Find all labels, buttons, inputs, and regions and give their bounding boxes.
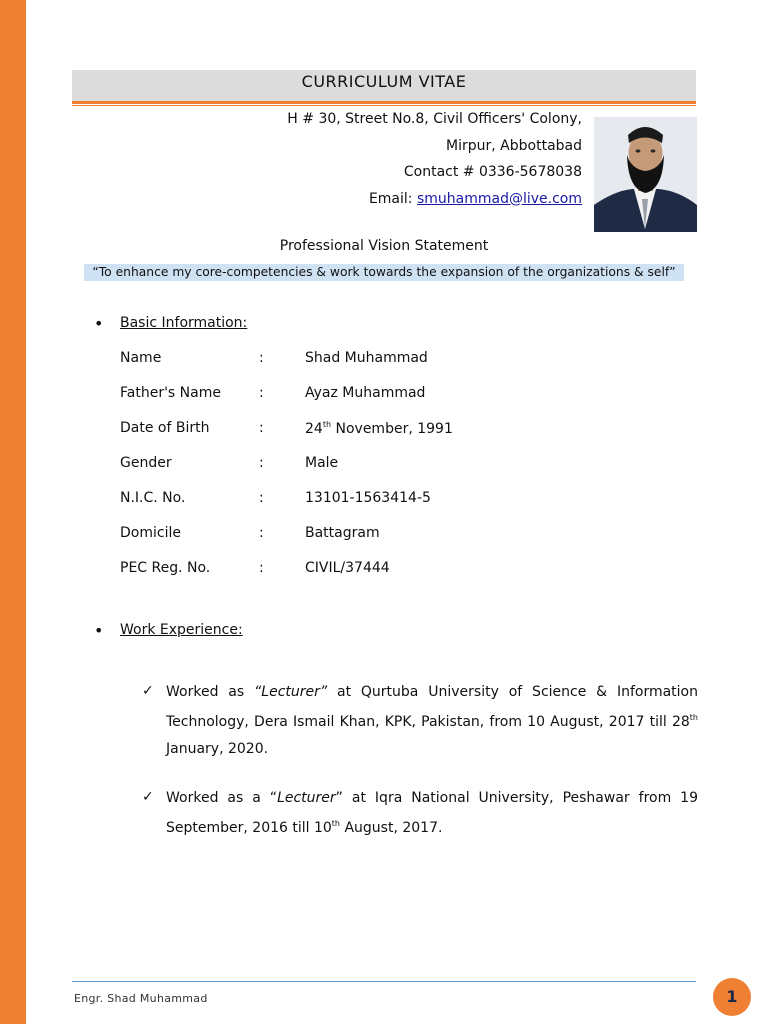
checkmark-icon: ✓	[142, 789, 154, 805]
dob-ordinal: th	[322, 420, 332, 429]
page-number-badge: 1	[713, 978, 751, 1016]
vision-statement-title: Professional Vision Statement	[279, 238, 489, 254]
work-item-qurtuba	[142, 679, 698, 762]
info-row-name	[120, 350, 680, 370]
work-text-part: Worked as	[166, 684, 255, 700]
info-row-domicile	[120, 525, 680, 545]
profile-photo	[594, 117, 697, 232]
info-value: Ayaz Muhammad	[305, 385, 426, 401]
footer-author-name: Engr. Shad Muhammad	[74, 992, 208, 1005]
info-separator: :	[259, 525, 264, 541]
info-label: N.I.C. No.	[120, 490, 186, 506]
contact-number: Contact # 0336-5678038	[403, 164, 582, 180]
section-heading-label: Work Experience:	[120, 622, 243, 638]
email-link[interactable]: smuhammad@live.com	[416, 190, 582, 207]
info-value: 13101-1563414-5	[305, 490, 431, 506]
work-text-part: at Qurtuba University of Science & Information Technology, Dera Ismail Khan, KPK, Pakistan, from 10 August, 2017 till 28	[166, 684, 698, 731]
work-item-iqra	[142, 785, 698, 842]
info-separator: :	[259, 490, 264, 506]
info-label: Domicile	[120, 525, 181, 541]
info-value: Male	[305, 455, 339, 471]
section-heading-label: Basic Information:	[120, 315, 248, 331]
address-line-1: H # 30, Street No.8, Civil Officers' Colony,	[287, 111, 582, 127]
info-label: Name	[120, 350, 162, 366]
info-separator: :	[259, 350, 264, 366]
work-ordinal: th	[689, 713, 698, 723]
info-label: Date of Birth	[120, 420, 210, 436]
footer-divider	[72, 981, 696, 982]
info-row-date-of-birth	[120, 420, 680, 440]
info-row-gender	[120, 455, 680, 475]
info-separator: :	[259, 385, 264, 401]
info-value: CIVIL/37444	[305, 560, 390, 576]
portrait-image	[594, 117, 697, 232]
title-underline-thick	[72, 101, 696, 104]
work-text-part: August, 2017.	[340, 820, 443, 837]
work-text-part: January, 2020.	[166, 740, 269, 757]
info-label: Father's Name	[120, 385, 221, 401]
info-value	[305, 420, 453, 437]
info-separator: :	[259, 455, 264, 471]
bullet-icon: •	[94, 314, 104, 333]
left-accent-stripe	[0, 0, 26, 1024]
vision-statement-quote: “To enhance my core-competencies & work towards the expansion of the organizations & self”	[84, 264, 684, 281]
info-value: Shad Muhammad	[305, 350, 428, 366]
bullet-icon: •	[94, 621, 104, 640]
work-role: Lecturer	[277, 790, 336, 806]
document-title: CURRICULUM VITAE	[72, 70, 696, 101]
contact-block	[287, 106, 582, 212]
info-label: PEC Reg. No.	[120, 560, 211, 576]
info-separator: :	[259, 560, 264, 576]
work-text-part: Worked as a “	[166, 790, 278, 806]
email-label: Email:	[368, 190, 417, 207]
info-row-fathers-name	[120, 385, 680, 405]
address-line-2: Mirpur, Abbottabad	[446, 137, 582, 154]
work-item-text	[166, 679, 698, 762]
work-text-part: ” at Iqra National University, Peshawar from 19 September, 2016 till 10	[166, 790, 698, 837]
dob-rest: November, 1991	[331, 421, 453, 437]
info-label: Gender	[120, 455, 172, 471]
work-role: “Lecturer”	[254, 684, 328, 700]
email-line	[287, 186, 582, 213]
info-separator: :	[259, 420, 264, 436]
checkmark-icon: ✓	[142, 683, 154, 699]
info-value: Battagram	[305, 525, 380, 541]
work-item-text	[166, 785, 698, 842]
work-ordinal: th	[331, 819, 341, 829]
info-row-nic-no	[120, 490, 680, 510]
info-row-pec-reg-no	[120, 560, 680, 580]
dob-day: 24	[305, 421, 323, 437]
